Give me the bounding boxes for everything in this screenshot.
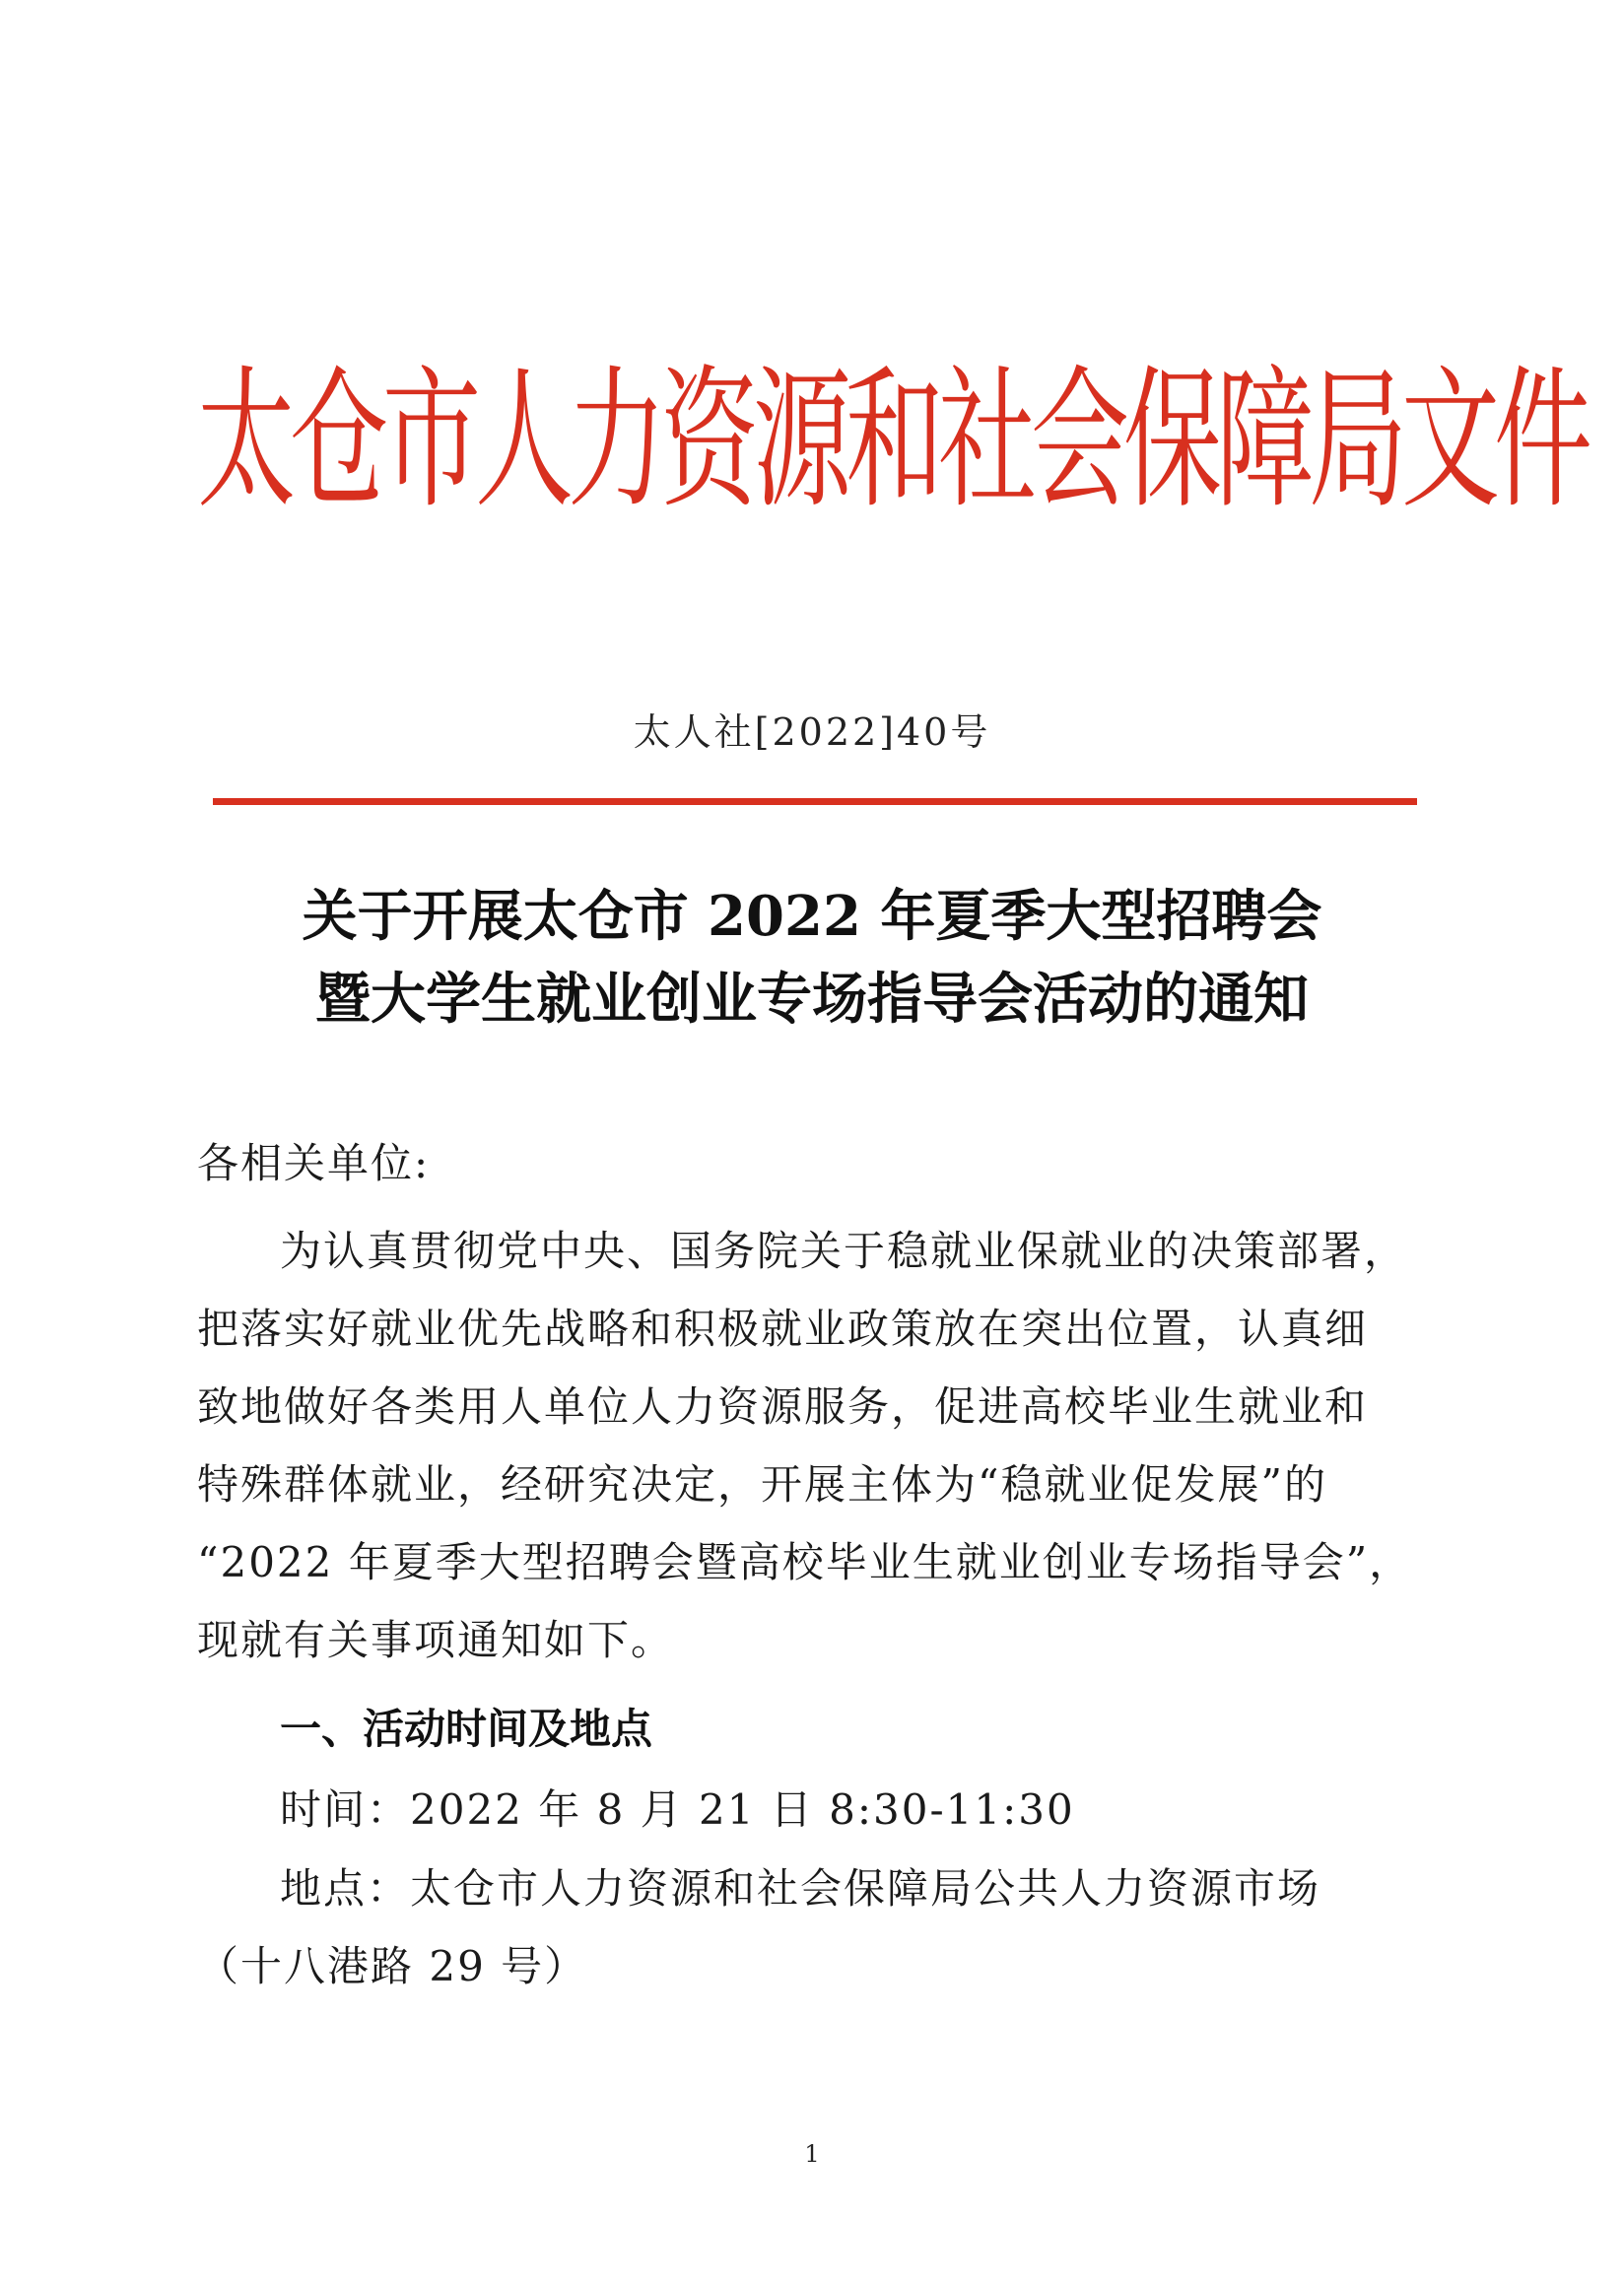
notice-title-line-2: 暨大学生就业创业专场指导会活动的通知 xyxy=(315,967,1309,1032)
salutation: 各相关单位: xyxy=(197,1139,431,1187)
page-number: 1 xyxy=(804,2140,820,2168)
paragraph-line: 现就有关事项通知如下。 xyxy=(197,1616,675,1664)
section-heading-time-place: 一、活动时间及地点 xyxy=(280,1705,653,1753)
paragraph-line: 为认真贯彻党中央、国务院关于稳就业保就业的决策部署， xyxy=(280,1227,1408,1275)
event-place: 地点：太仓市人力资源和社会保障局公共人力资源市场 xyxy=(280,1864,1321,1913)
paragraph-line: 特殊群体就业，经研究决定，开展主体为“稳就业促发展”的 xyxy=(197,1460,1327,1509)
event-time: 时间：2022 年 8 月 21 日 8:30-11:30 xyxy=(280,1785,1075,1834)
event-place-address: （十八港路 29 号） xyxy=(197,1942,588,1990)
paragraph-line: 致地做好各类用人单位人力资源服务，促进高校毕业生就业和 xyxy=(197,1382,1369,1431)
paragraph-line: 把落实好就业优先战略和积极就业政策放在突出位置，认真细 xyxy=(197,1305,1369,1353)
red-divider-rule xyxy=(213,798,1417,805)
notice-title-line-1: 关于开展太仓市 2022 年夏季大型招聘会 xyxy=(302,884,1322,949)
paragraph-line: “2022 年夏季大型招聘会暨高校毕业生就业创业专场指导会”， xyxy=(197,1538,1413,1586)
document-number: 太人社[2022]40号 xyxy=(633,710,991,754)
masthead-title: 太仓市人力资源和社会保障局文件 xyxy=(197,351,1587,530)
